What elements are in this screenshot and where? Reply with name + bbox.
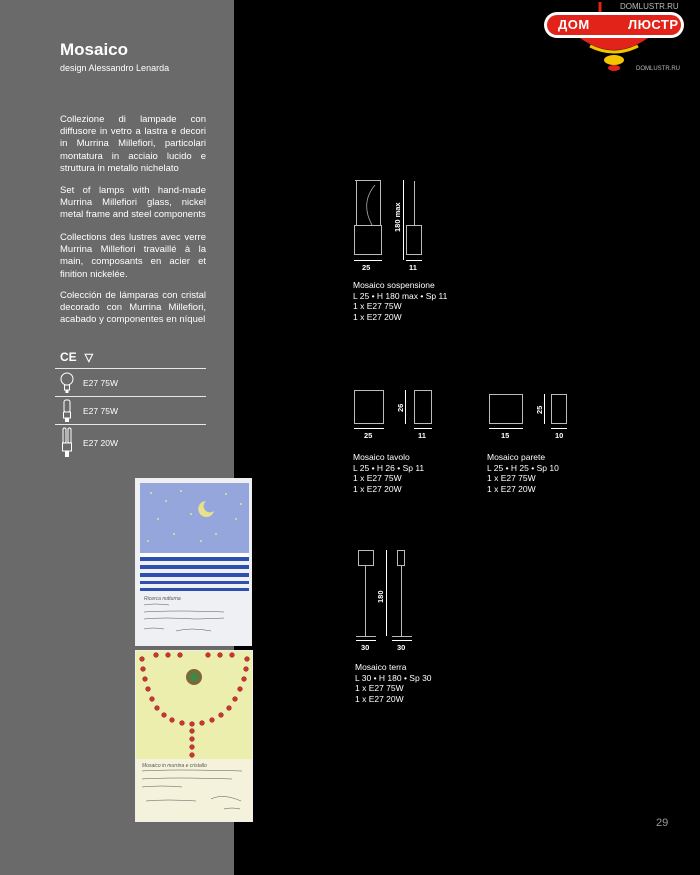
suspension-cable [360, 185, 380, 225]
dimension-line [489, 428, 523, 429]
bulb-label-1: E27 75W [83, 378, 118, 388]
parete-front-view [489, 394, 523, 424]
necklace-illustration [136, 651, 253, 822]
spec-sospensione [353, 280, 447, 322]
artwork-necklace [135, 650, 253, 822]
night-sea-illustration [136, 479, 252, 646]
product-bulb-2: 1 x E27 20W [353, 311, 402, 322]
dimension-line [354, 260, 382, 261]
bulb-label-3: E27 20W [83, 438, 118, 448]
product-dimensions: L 25 • H 180 max • Sp 11 [353, 290, 448, 301]
dimension-line [414, 428, 432, 429]
suspension-wire-side [414, 181, 415, 226]
designer-credit: design Alessandro Lenarda [60, 63, 170, 73]
description-italian: Collezione di lampade con diffusore in vetro a lastra e decori in Murrina Millefiori, particolari montatura in acciaio lucido e struttura in metallo nichelato [60, 114, 206, 174]
product-bulb-1: 1 x E27 75W [487, 473, 536, 483]
bulb-label-2: E27 75W [83, 406, 118, 416]
product-name: Mosaico tavolo [353, 452, 410, 462]
dimension-line-vertical [405, 390, 406, 424]
artwork-night-sea [135, 478, 252, 646]
artwork-2-note: Mosaico in murrina e cristallo [142, 763, 207, 769]
logo-text-right: ЛЮСТР [628, 17, 679, 32]
fluorescent-tube-icon [60, 399, 74, 423]
dimension-line [551, 428, 567, 429]
bulb-row-2 [60, 399, 118, 423]
terra-front-base [356, 636, 376, 637]
terra-depth: 30 [397, 643, 406, 652]
divider [55, 368, 206, 369]
page-number: 29 [656, 817, 669, 829]
parete-side-view [551, 394, 567, 424]
product-name: Mosaico parete [487, 452, 546, 462]
product-name: Mosaico sospensione [353, 280, 435, 290]
product-bulb-2: 1 x E27 20W [355, 693, 404, 704]
logo-url-bottom: DOMLUSTR.RU [636, 66, 681, 72]
sospensione-depth: 11 [409, 263, 417, 272]
tavolo-height: 26 [396, 403, 405, 412]
ceiling-canopy [355, 180, 381, 181]
dimension-line-vertical [386, 550, 387, 636]
product-bulb-2: 1 x E27 20W [353, 483, 402, 494]
tavolo-side-view [414, 390, 432, 424]
sospensione-height: 180 max [393, 202, 402, 232]
dimension-line [406, 260, 422, 261]
description-spanish: Colección de lámparas con cristal decorado con Murrina Millefiori, acabado y componentes en níquel [60, 290, 206, 326]
spec-parete [487, 452, 559, 494]
certification-marks [60, 350, 93, 364]
compact-fluorescent-icon [60, 427, 74, 459]
store-logo [540, 2, 700, 78]
terra-side-stem [401, 566, 402, 636]
parete-depth: 10 [555, 431, 564, 440]
suspension-wire [380, 181, 381, 226]
logo-text-left: ДОМ [558, 17, 590, 32]
terra-front-stem [365, 566, 366, 636]
product-bulb-2: 1 x E27 20W [487, 483, 536, 494]
incandescent-bulb-icon [60, 372, 74, 394]
terra-side-head [397, 550, 405, 566]
dimension-line [356, 640, 376, 641]
product-dimensions: L 25 • H 25 • Sp 10 [487, 462, 559, 473]
sospensione-side-view [406, 225, 422, 255]
terra-height: 180 [376, 590, 385, 603]
sospensione-front-view [354, 225, 382, 255]
dimension-line [392, 640, 412, 641]
product-dimensions: L 25 • H 26 • Sp 11 [353, 462, 425, 473]
spec-terra [355, 662, 432, 704]
main-panel [234, 0, 700, 875]
page-title: Mosaico [60, 40, 129, 59]
tavolo-front-view [354, 390, 384, 424]
product-bulb-1: 1 x E27 75W [353, 301, 402, 311]
divider [55, 424, 206, 425]
tavolo-width: 25 [364, 431, 373, 440]
product-bulb-1: 1 x E27 75W [353, 473, 402, 483]
description-english: Set of lamps with hand-made Murrina Millefiori glass, nickel metal frame and steel components [60, 185, 206, 221]
bulb-row-3 [60, 427, 118, 459]
ce-mark: CE [60, 350, 77, 364]
spec-tavolo [353, 452, 424, 494]
dimension-line-vertical [403, 180, 404, 260]
suspension-wire [356, 181, 357, 226]
dimension-line [354, 428, 384, 429]
parete-height: 25 [535, 405, 544, 414]
dimension-line-vertical [544, 394, 545, 424]
product-name: Mosaico terra [355, 662, 407, 672]
tavolo-depth: 11 [418, 431, 426, 440]
bulb-row-1 [60, 372, 118, 394]
logo-url: DOMLUSTR.RU [620, 2, 679, 11]
divider [55, 396, 206, 397]
terra-side-base [392, 636, 412, 637]
sospensione-width: 25 [362, 263, 371, 272]
product-dimensions: L 30 • H 180 • Sp 30 [355, 672, 432, 683]
safety-triangle-icon: ▽ [84, 351, 94, 364]
terra-width: 30 [361, 643, 370, 652]
parete-width: 15 [501, 431, 510, 440]
artwork-1-note: Ricerca notturna [144, 596, 181, 602]
product-bulb-1: 1 x E27 75W [355, 683, 404, 693]
terra-front-head [358, 550, 374, 566]
description-french: Collections des lustres avec verre Murrina Millefiori travaillé à la main, composants en acier et finition nickelée. [60, 232, 206, 280]
